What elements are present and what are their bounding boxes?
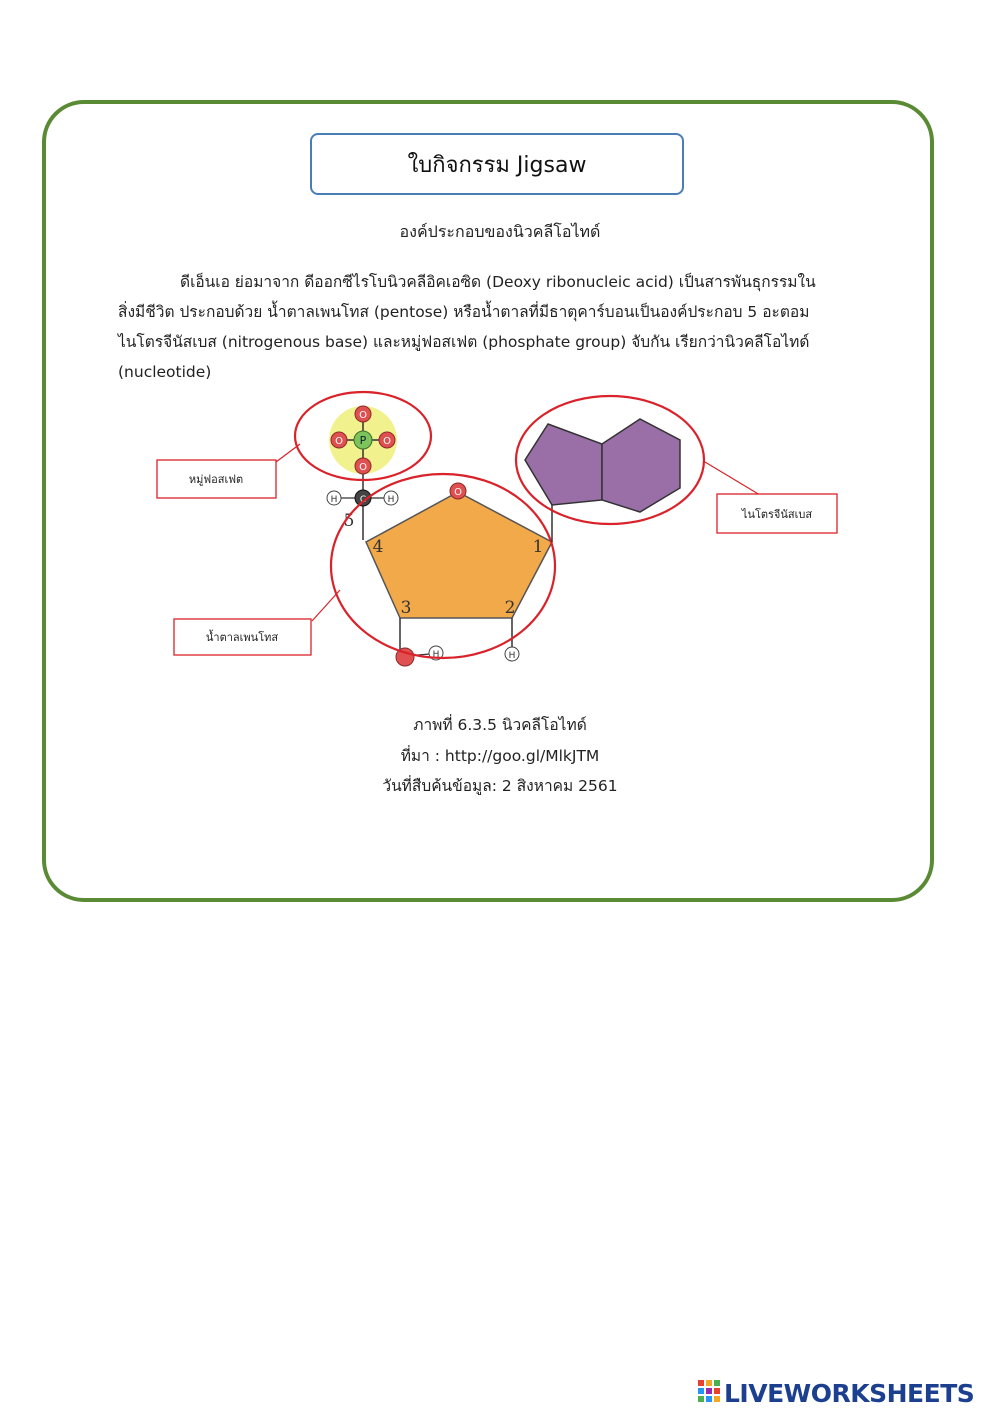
oxygen-atom-label: O: [335, 436, 343, 447]
paragraph-line: ดีเอ็นเอ ย่อมาจาก ดีออกซีไรโบนิวคลีอิคเอซิด (Deoxy ribonucleic acid) เป็นสารพันธุกรรมใน: [180, 273, 816, 291]
section-subtitle: องค์ประกอบของนิวคลีโอไทด์: [399, 222, 601, 241]
base-pointer-line: [705, 462, 760, 495]
carbon-number: 2: [504, 598, 516, 618]
carbon-number: 4: [372, 537, 384, 557]
carbon-number: 3: [400, 598, 412, 618]
liveworksheets-logo-icon: [698, 1380, 720, 1406]
nitrogenous-base-ring: [602, 419, 680, 512]
liveworksheets-brand-text: LIVEWORKSHEETS: [724, 1378, 975, 1408]
sugar-label: น้ำตาลเพนโทส: [205, 631, 279, 644]
ring-oxygen-atom-label: O: [454, 487, 462, 498]
oxygen-atom-label: O: [359, 410, 367, 421]
intro-paragraph: [118, 267, 868, 387]
phosphate-label: หมู่ฟอสเฟต: [188, 473, 244, 486]
oxygen-atom-label: O: [383, 436, 391, 447]
hydrogen-atom-label: H: [508, 651, 516, 661]
figure-retrieval-date: วันที่สืบค้นข้อมูล: 2 สิงหาคม 2561: [382, 777, 618, 795]
pentose-sugar-shape: [366, 492, 552, 618]
oxygen-atom-label: O: [359, 462, 367, 473]
nitrogenous-base-shape: [525, 424, 602, 505]
carbon-number: 5: [343, 511, 355, 531]
base-label: ไนโตรจีนัสเบส: [741, 508, 813, 521]
phosphorus-atom-label: P: [359, 434, 367, 447]
nucleotide-diagram: [0, 380, 1000, 690]
paragraph-line: (nucleotide): [118, 363, 212, 381]
figure-source: ที่มา : http://goo.gl/MlkJTM: [400, 747, 600, 765]
hydrogen-atom-label: H: [387, 495, 395, 505]
worksheet-title: [310, 133, 684, 195]
hydrogen-atom-label: H: [432, 650, 440, 660]
carbon-number: 1: [532, 537, 544, 557]
figure-caption: ภาพที่ 6.3.5 นิวคลีโอไทด์: [413, 716, 587, 734]
worksheet-title-text: ใบกิจกรรม Jigsaw: [407, 152, 587, 178]
paragraph-line: สิ่งมีชีวิต ประกอบด้วย น้ำตาลเพนโทส (pentose) หรือน้ำตาลที่มีธาตุคาร์บอนเป็นองค์ประกอบ 5 อะตอม: [118, 303, 810, 321]
liveworksheets-brand: [698, 1378, 974, 1408]
paragraph-line: ไนโตรจีนัสเบส (nitrogenous base) และหมู่ฟอสเฟต (phosphate group) จับกัน เรียกว่านิวคลีโอไทด์: [118, 333, 810, 351]
hydrogen-atom-label: H: [330, 495, 338, 505]
carbon-atom-label: C: [359, 495, 367, 505]
